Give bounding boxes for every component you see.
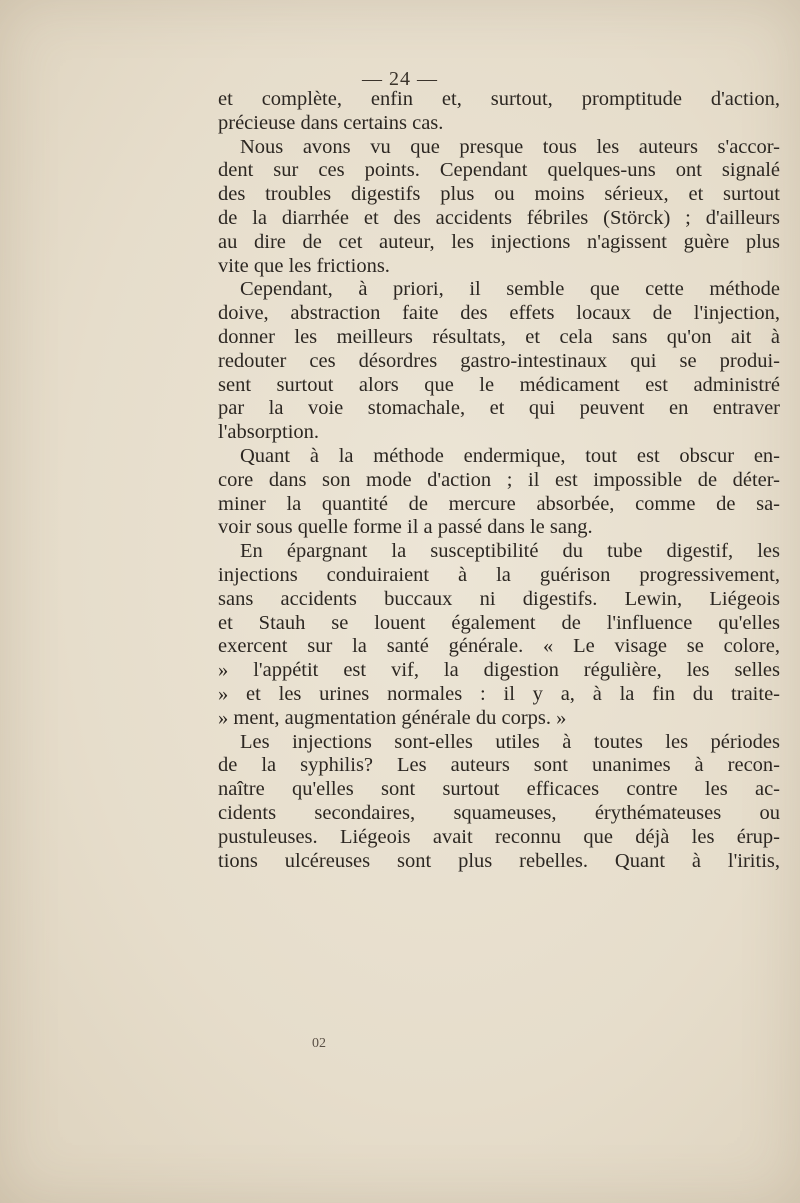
text-line: exercent sur la santé générale. « Le visage se colore, (218, 635, 780, 658)
text-line: l'absorption. (218, 421, 320, 444)
text-line: tions ulcéreuses sont plus rebelles. Quant à l'iritis, (218, 849, 780, 872)
text-line: miner la quantité de mercure absorbée, comme de sa- (218, 492, 780, 515)
page-number: — 24 — (362, 68, 438, 90)
text-line: Quant à la méthode endermique, tout est obscur en- (240, 444, 780, 467)
footer-mark: 02 (312, 1036, 326, 1051)
text-line: vite que les frictions. (218, 254, 390, 277)
text-line: » et les urines normales : il y a, à la fin du traite- (218, 682, 780, 705)
text-line: injections conduiraient à la guérison progressivement, (218, 563, 780, 586)
text-line: et complète, enfin et, surtout, promptitude d'action, (218, 88, 780, 110)
text-line: En épargnant la susceptibilité du tube digestif, les (240, 540, 780, 563)
text-line: voir sous quelle forme il a passé dans le sang. (218, 516, 593, 539)
text-line: Les injections sont-elles utiles à toutes les périodes (240, 730, 780, 753)
text-line: naître qu'elles sont surtout efficaces contre les ac- (218, 778, 780, 801)
text-line: au dire de cet auteur, les injections n'agissent guère plus (218, 230, 780, 253)
text-line: cidents secondaires, squameuses, érythémateuses ou (218, 801, 780, 824)
text-line: donner les meilleurs résultats, et cela sans qu'on ait à (218, 325, 780, 348)
text-line: par la voie stomachale, et qui peuvent en entraver (218, 397, 780, 420)
text-line: de la syphilis? Les auteurs sont unanimes à recon- (218, 754, 780, 777)
text-line: pustuleuses. Liégeois avait reconnu que déjà les érup- (218, 825, 780, 848)
text-line: et Stauh se louent également de l'influence qu'elles (218, 611, 780, 634)
text-line: Nous avons vu que presque tous les auteurs s'accor- (240, 135, 780, 158)
text-line: » ment, augmentation générale du corps. » (218, 706, 567, 729)
text-line: Cependant, à priori, il semble que cette méthode (240, 278, 780, 301)
text-line: sans accidents buccaux ni digestifs. Lewin, Liégeois (218, 587, 780, 610)
body-text (218, 88, 780, 873)
text-line: de la diarrhée et des accidents fébriles (Störck) ; d'ailleurs (218, 206, 780, 229)
text-line: dent sur ces points. Cependant quelques-uns ont signalé (218, 159, 780, 182)
text-line: sent surtout alors que le médicament est administré (218, 373, 780, 396)
text-line: des troubles digestifs plus ou moins sérieux, et surtout (218, 183, 780, 206)
text-line: redouter ces désordres gastro-intestinaux qui se produi- (218, 349, 780, 372)
text-line: core dans son mode d'action ; il est impossible de déter- (218, 468, 780, 491)
text-line: » l'appétit est vif, la digestion régulière, les selles (218, 659, 780, 682)
text-line: précieuse dans certains cas. (218, 111, 444, 134)
text-line: doive, abstraction faite des effets locaux de l'injection, (218, 302, 780, 325)
